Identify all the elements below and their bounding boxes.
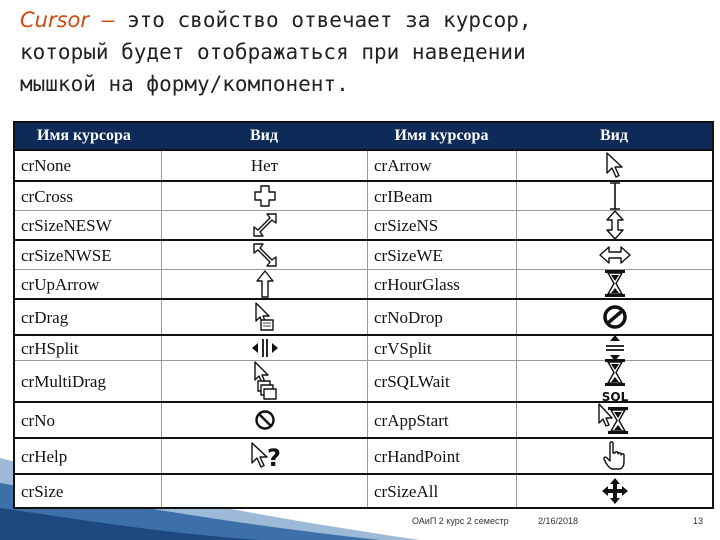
cursor-name-label: crSQLWait <box>374 371 450 391</box>
cursor-name <box>15 270 161 298</box>
cursor-name-label: crNone <box>21 156 72 175</box>
multi-drag-icon <box>161 361 367 401</box>
row-group <box>15 437 712 473</box>
cursor-name-label: crCross <box>21 186 73 206</box>
table-row <box>15 300 712 334</box>
row-group <box>15 180 712 239</box>
cursor-name <box>15 241 161 269</box>
cursor-name-label: crIBeam <box>374 186 433 206</box>
row-group <box>15 334 712 404</box>
cursor-name <box>15 151 161 180</box>
cursor-view-none <box>161 151 367 180</box>
cursor-name-label: crSizeAll <box>374 481 439 501</box>
cursor-name-label: crNo <box>21 410 55 430</box>
cursor-name <box>367 211 516 239</box>
cursor-name-label: crUpArrow <box>21 274 100 294</box>
heading-line-3: мышкой на форму/компонент. <box>20 72 349 96</box>
table-row <box>15 182 712 210</box>
cursor-name-label: crDrag <box>21 307 69 327</box>
row-group <box>15 401 712 437</box>
table-row <box>15 475 712 507</box>
cursor-table <box>13 121 714 509</box>
cursor-name-label: crHSplit <box>21 338 79 358</box>
sql-wait-label: SQL <box>601 390 628 404</box>
table-header <box>15 123 712 149</box>
table-body <box>15 149 712 507</box>
heading-dash: – <box>89 8 127 32</box>
table-row <box>15 336 712 360</box>
help-icon <box>161 439 367 473</box>
hourglass-icon <box>516 270 712 298</box>
no-drop-icon <box>516 300 712 334</box>
header-view-2: Вид <box>600 127 628 144</box>
cursor-name <box>15 475 161 507</box>
cursor-view-empty <box>161 475 367 507</box>
row-group <box>15 239 712 298</box>
cursor-name <box>367 475 516 507</box>
cursor-name <box>15 361 161 401</box>
cursor-name <box>367 336 516 360</box>
header-cursor-name-1: Имя курсора <box>37 127 131 144</box>
table-row <box>15 241 712 269</box>
table-row <box>15 210 712 239</box>
table-row <box>15 151 712 180</box>
cursor-name <box>367 439 516 473</box>
cursor-name <box>15 336 161 360</box>
cursor-name <box>367 241 516 269</box>
hand-point-icon <box>516 439 712 473</box>
up-arrow-icon <box>161 270 367 298</box>
cursor-name <box>367 300 516 334</box>
cursor-name-label: crHourGlass <box>374 274 460 294</box>
cursor-name-label: crVSplit <box>374 338 432 358</box>
cursor-name <box>15 403 161 437</box>
arrow-icon <box>516 151 712 180</box>
cursor-name-label: crSizeNESW <box>21 215 112 235</box>
cursor-name-label: crSizeNS <box>374 215 439 235</box>
size-nesw-icon <box>161 211 367 239</box>
footer-course: ОАиП 2 курс 2 семестр <box>412 516 509 526</box>
cursor-name <box>15 300 161 334</box>
heading-line-1: это свойство отвечает за курсор, <box>126 8 532 32</box>
vsplit-icon <box>516 336 712 360</box>
header-view-1: Вид <box>250 127 278 144</box>
cursor-name-label: crMultiDrag <box>21 371 106 391</box>
svg-text:?: ? <box>266 444 281 471</box>
table-row <box>15 360 712 404</box>
cursor-name <box>367 151 516 180</box>
cross-icon <box>161 182 367 210</box>
heading-line-2: который будет отображаться при наведении <box>20 40 526 64</box>
cursor-name-label: crArrow <box>374 156 432 175</box>
table-row <box>15 403 712 437</box>
cursor-name <box>367 270 516 298</box>
table-row <box>15 439 712 473</box>
cursor-name <box>15 182 161 210</box>
ibeam-icon <box>516 182 712 210</box>
cursor-name <box>15 439 161 473</box>
cursor-name-label: crNoDrop <box>374 307 443 327</box>
cursor-name <box>15 211 161 239</box>
row-group <box>15 298 712 334</box>
hsplit-icon <box>161 336 367 360</box>
app-start-icon <box>516 403 712 437</box>
cursor-name <box>367 182 516 210</box>
row-group <box>15 473 712 507</box>
cursor-name <box>367 361 516 401</box>
cursor-name-label: crHandPoint <box>374 446 460 466</box>
cursor-name-label: crAppStart <box>374 410 449 430</box>
footer-page: 13 <box>693 516 704 526</box>
cursor-name-label: crHelp <box>21 446 68 466</box>
size-all-icon <box>516 475 712 507</box>
cursor-name <box>367 403 516 437</box>
drag-icon <box>161 300 367 334</box>
heading-keyword: Cursor <box>20 8 90 32</box>
cursor-name-label: crSize <box>21 481 64 501</box>
table-row <box>15 269 712 298</box>
size-nwse-icon <box>161 241 367 269</box>
size-we-icon <box>516 241 712 269</box>
cursor-name-label: crSizeWE <box>374 245 443 265</box>
none-label: Нет <box>250 156 279 175</box>
slide-heading <box>20 4 710 100</box>
footer-date: 2/16/2018 <box>538 516 579 526</box>
cursor-name-label: crSizeNWSE <box>21 245 112 265</box>
sql-wait-icon <box>516 361 712 404</box>
size-ns-icon <box>516 211 712 239</box>
row-group <box>15 149 712 180</box>
header-cursor-name-2: Имя курсора <box>394 127 489 144</box>
no-icon <box>161 403 367 437</box>
